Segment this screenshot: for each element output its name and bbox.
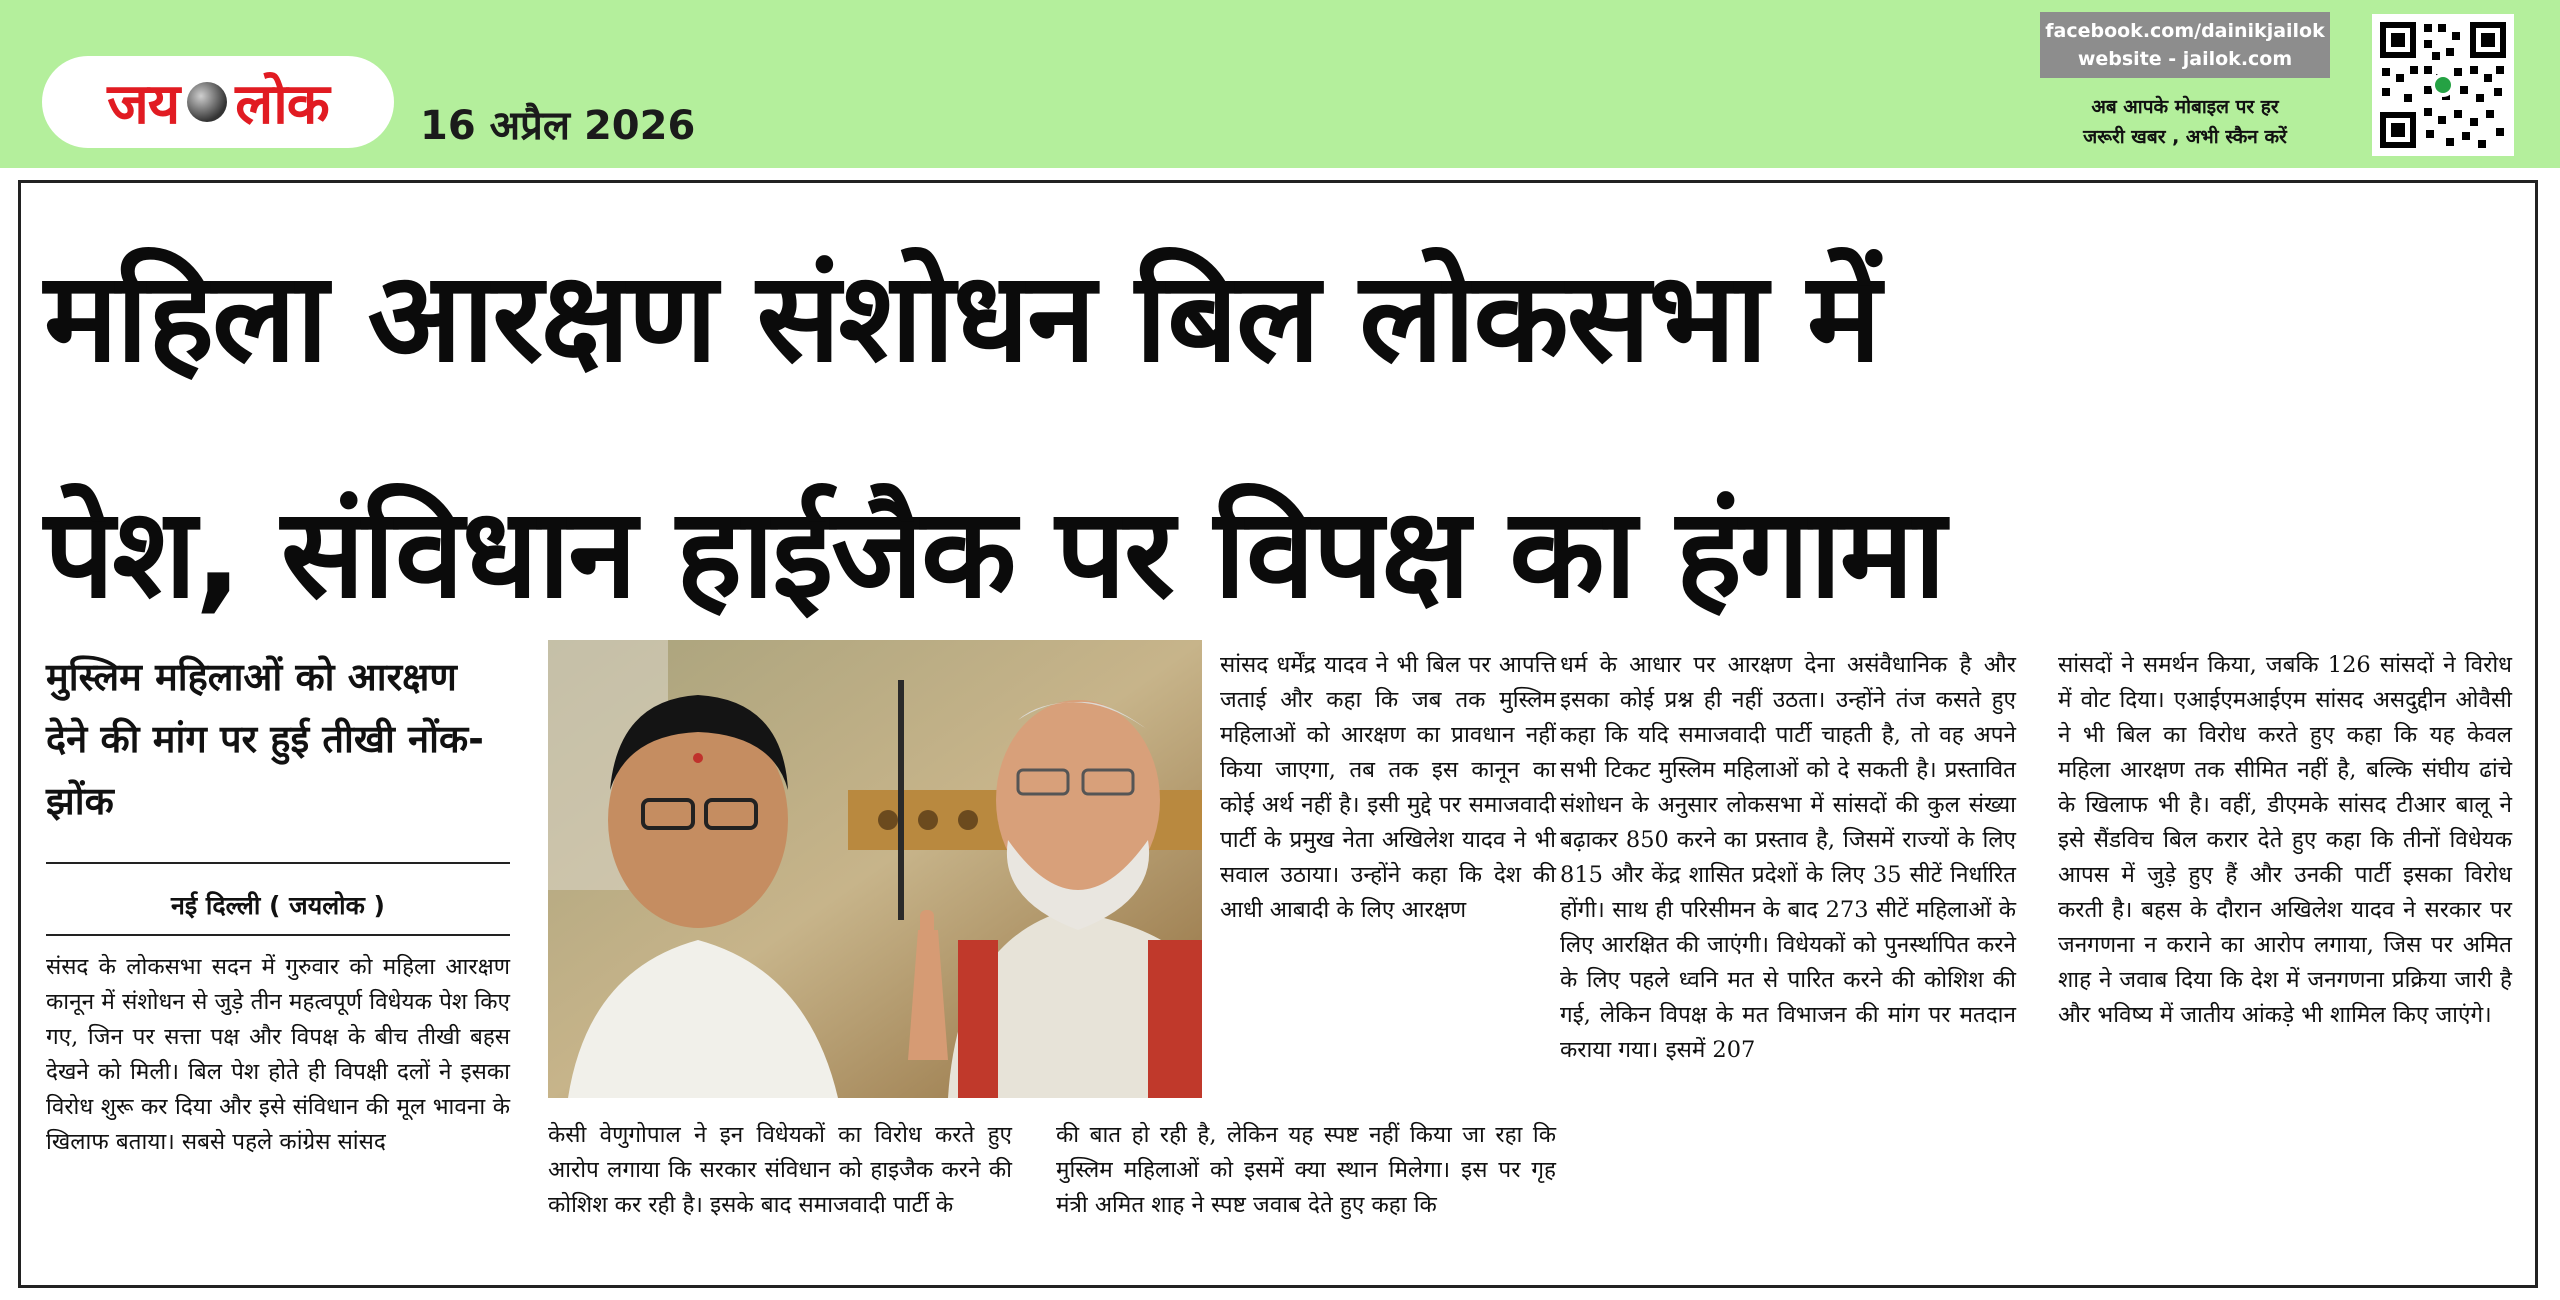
headline-line-2: पेश, संविधान हाईजैक पर विपक्ष का हंगामा: [44, 482, 1944, 626]
scan-line-1: अब आपके मोबाइल पर हर: [2091, 96, 2279, 118]
newspaper-logo: [42, 56, 394, 148]
website-link: website - jailok.com: [2077, 48, 2293, 70]
logo-text-left: जय: [107, 72, 180, 137]
logo-text-right: लोक: [235, 72, 329, 137]
column-5: सांसदों ने समर्थन किया, जबकि 126 सांसदों ने विरोध में वोट दिया। एआईएमआईएम सांसद असदुद्दीन ओवैसी ने भी बिल का विरोध करते हुए कहा कि यह केवल महिला आरक्षण तक सीमित नहीं है, बल्कि संघीय ढांचे के खिलाफ भी है। वहीं, डीएमके सांसद टीआर बालू ने इसे सैंडविच बिल करार देते हुए कहा कि तीनों विधेयक आपस में जुड़े हुए हैं और उनकी पार्टी इसका विरोध करती है। बहस के दौरान अखिलेश यादव ने सरकार पर जनगणना न कराने का आरोप लगाया, जिस पर अमित शाह ने जवाब दिया कि देश में जनगणना प्रक्रिया जारी है और भविष्य में जातीय आंकड़े भी शामिल किए जाएंगे।: [2058, 652, 2512, 1028]
dateline-divider: [46, 934, 510, 936]
headline: [44, 200, 2514, 672]
column-4: धर्म के आधार पर आरक्षण देना असंवैधानिक है और इसका कोई प्रश्न ही नहीं उठता। उन्होंने तंज कसते हुए कहा कि यदि समाजवादी पार्टी चाहती है, तो वह अपने सभी टिकट मुस्लिम महिलाओं को दे सकती है। प्रस्तावित संशोधन के अनुसार लोकसभा में सांसदों की कुल संख्या बढ़ाकर 850 करने का प्रस्ताव है, जिसमें राज्यों के लिए 815 और केंद्र शासित प्रदेशों के लिए 35 सीटें निर्धारित होंगी। साथ ही परिसीमन के बाद 273 सीटें महिलाओं के लिए आरक्षित की जाएंगी। विधेयकों को पुनर्स्थापित करने के लिए पहले ध्वनि मत से पारित करने की कोशिश की गई, लेकिन विपक्ष के मत विभाजन की मांग पर मतदान कराया गया। इसमें 207: [1560, 652, 2016, 1063]
sub-headline: मुस्लिम महिलाओं को आरक्षण देने की मांग पर हुई तीखी नोंक-झोंक: [46, 655, 484, 823]
column-1: संसद के लोकसभा सदन में गुरुवार को महिला आरक्षण कानून में संशोधन से जुड़े तीन महत्वपूर्ण विधेयक पेश किए गए, जिन पर सत्ता पक्ष और विपक्ष के बीच तीखी बहस देखने को मिली। बिल पेश होते ही विपक्षी दलों ने इसका विरोध शुरू कर दिया और इसे संविधान की मूल भावना के खिलाफ बताया। सबसे पहले कांग्रेस सांसद: [46, 954, 510, 1155]
globe-icon: [187, 82, 227, 122]
dateline: नई दिल्ली ( जयलोक ): [171, 891, 385, 920]
scan-promo: [2040, 92, 2330, 152]
column-2: केसी वेणुगोपाल ने इन विधेयकों का विरोध करते हुए आरोप लगाया कि सरकार संविधान को हाइजैक करने की कोशिश कर रही है। इसके बाद समाजवादी पार्टी के: [548, 1122, 1012, 1218]
issue-date: 16 अप्रैल 2026: [420, 103, 696, 149]
sub-headline-divider: [46, 862, 510, 864]
scan-line-2: जरूरी खबर , अभी स्कैन करें: [2083, 126, 2287, 148]
article-photo: [548, 640, 1202, 1098]
headline-line-1: महिला आरक्षण संशोधन बिल लोकसभा में: [44, 246, 1880, 390]
social-links-box: [2040, 12, 2330, 78]
column-3-bottom: की बात हो रही है, लेकिन यह स्पष्ट नहीं किया जा रहा कि मुस्लिम महिलाओं को इसमें क्या स्थान मिलेगा। इस पर गृह मंत्री अमित शाह ने स्पष्ट जवाब देते हुए कहा कि: [1056, 1122, 1556, 1218]
column-3-top: सांसद धर्मेंद्र यादव ने भी बिल पर आपत्ति जताई और कहा कि जब तक मुस्लिम महिलाओं को आरक्षण का प्रावधान नहीं किया जाएगा, तब तक इस कानून का कोई अर्थ नहीं है। इसी मुद्दे पर समाजवादी पार्टी के प्रमुख नेता अखिलेश यादव ने भी सवाल उठाया। उन्होंने कहा कि देश की आधी आबादी के लिए आरक्षण: [1220, 652, 1556, 923]
facebook-link: facebook.com/dainikjailok: [2045, 20, 2325, 42]
qr-code-icon: [2372, 14, 2514, 156]
